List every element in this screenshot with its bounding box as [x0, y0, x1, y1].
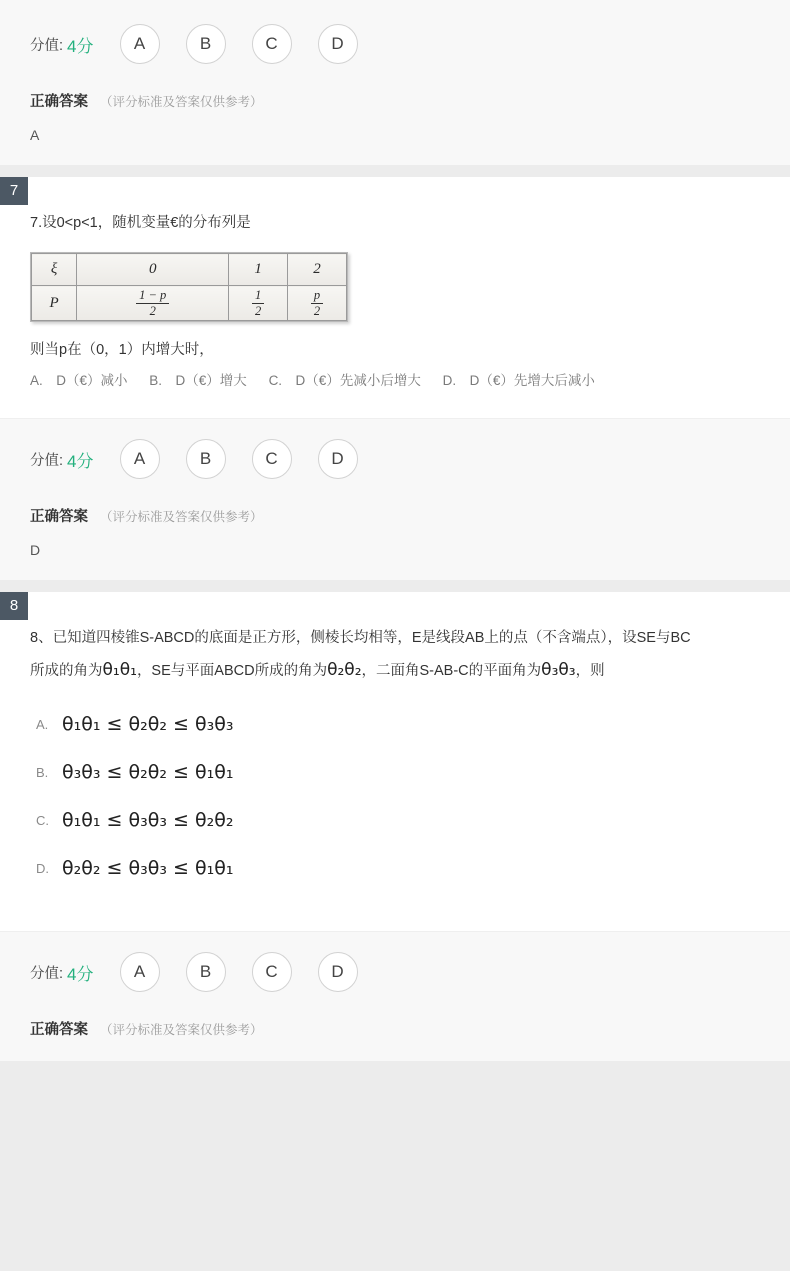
- choice-a[interactable]: A: [120, 952, 160, 992]
- question-stem-line1: 8、已知道四棱锥S-ABCD的底面是正方形，侧棱长均相等，E是线段AB上的点（不含端点），设SE与BC: [30, 630, 691, 646]
- question-number-badge: 8: [0, 592, 28, 620]
- choice-a[interactable]: A: [120, 439, 160, 479]
- option-a[interactable]: A. D（€）减小: [30, 373, 128, 388]
- frac-denominator: 2: [252, 303, 264, 318]
- choice-d[interactable]: D: [318, 24, 358, 64]
- frac-numerator: 1 − p: [139, 288, 167, 303]
- stem-text-c: ，二面角S-AB-C的平面角为: [361, 663, 542, 679]
- answer-bar: [0, 418, 790, 580]
- score-value: 4分: [67, 451, 94, 471]
- option-c[interactable]: C. D（€）先减小后增大: [268, 373, 421, 388]
- score-value: 4分: [67, 36, 94, 56]
- correct-answer-row: [30, 90, 762, 111]
- question-card-8: [0, 592, 790, 1061]
- table-cell-1: 1: [229, 254, 288, 286]
- table-cell-prob-0: [77, 286, 229, 321]
- option-a-label: A.: [36, 716, 49, 732]
- option-b[interactable]: B. D（€）增大: [149, 373, 247, 388]
- score-label: 分值:: [30, 965, 64, 982]
- question-stem: 7.设0<p<1，随机变量€的分布列是: [30, 215, 251, 231]
- score-row: [30, 439, 762, 479]
- option-d[interactable]: D. D（€）先增大后减小: [442, 373, 595, 388]
- table-cell-p: P: [32, 286, 77, 321]
- table-cell-0: 0: [77, 254, 229, 286]
- stem-text-d: ，则: [575, 663, 605, 679]
- question-body: [0, 177, 790, 418]
- correct-answer-row: [30, 505, 762, 526]
- table-cell-prob-2: [288, 286, 347, 321]
- option-c[interactable]: [36, 809, 762, 831]
- correct-answer-title: 正确答案: [30, 1022, 88, 1038]
- table-cell-prob-1: [229, 286, 288, 321]
- choice-a[interactable]: A: [120, 24, 160, 64]
- correct-answer-title: 正确答案: [30, 94, 88, 110]
- choice-c[interactable]: C: [252, 439, 292, 479]
- question-stem-continued: 则当p在（0，1）内增大时，: [30, 342, 214, 358]
- option-d-math: θ₂θ₂ ≤ θ₃θ₃ ≤ θ₁θ₁: [62, 857, 234, 879]
- distribution-table-image: [30, 252, 348, 322]
- question-card-7: [0, 177, 790, 580]
- table-cell-2: 2: [288, 254, 347, 286]
- score-label: 分值:: [30, 452, 64, 469]
- table-cell-xi: ξ: [32, 254, 77, 286]
- choice-b[interactable]: B: [186, 952, 226, 992]
- question-number-badge: 7: [0, 177, 28, 205]
- stem-text-b: ，SE与平面ABCD所成的角为: [136, 663, 328, 679]
- option-c-math: θ₁θ₁ ≤ θ₃θ₃ ≤ θ₂θ₂: [62, 809, 234, 831]
- score-row: [30, 24, 762, 64]
- option-c-label: C.: [36, 812, 49, 828]
- frac-denominator: 2: [136, 303, 169, 318]
- correct-answer-row: [30, 1018, 762, 1039]
- correct-answer-note: （评分标准及答案仅供参考）: [100, 95, 263, 109]
- choice-c[interactable]: C: [252, 24, 292, 64]
- options-inline: [30, 367, 762, 394]
- frac-numerator: 1: [254, 288, 262, 303]
- score-value: 4分: [67, 964, 94, 984]
- frac-denominator: 2: [311, 303, 323, 318]
- option-b-math: θ₃θ₃ ≤ θ₂θ₂ ≤ θ₁θ₁: [62, 761, 234, 783]
- question-body: [0, 592, 790, 931]
- question-card-partial: [0, 0, 790, 165]
- option-b-label: B.: [36, 764, 49, 780]
- correct-answer-note: （评分标准及答案仅供参考）: [100, 510, 263, 524]
- choice-b[interactable]: B: [186, 24, 226, 64]
- option-b[interactable]: [36, 761, 762, 783]
- frac-numerator: p: [313, 288, 321, 303]
- stem-math-theta3: θ₃θ₃: [541, 660, 576, 680]
- question-stem-line2: [30, 653, 762, 687]
- answer-bar: [0, 0, 790, 165]
- distribution-table: [31, 253, 347, 321]
- stem-text-a: 所成的角为: [30, 663, 103, 679]
- correct-answer-value: A: [30, 127, 40, 143]
- option-a[interactable]: [36, 713, 762, 735]
- stem-math-theta1: θ₁θ₁: [102, 660, 137, 680]
- option-d-label: D.: [36, 860, 49, 876]
- stem-math-theta2: θ₂θ₂: [327, 660, 362, 680]
- correct-answer-value: D: [30, 542, 41, 558]
- correct-answer-note: （评分标准及答案仅供参考）: [100, 1023, 263, 1037]
- choice-c[interactable]: C: [252, 952, 292, 992]
- correct-answer-title: 正确答案: [30, 509, 88, 525]
- score-row: [30, 952, 762, 992]
- option-d[interactable]: [36, 857, 762, 879]
- choice-d[interactable]: D: [318, 952, 358, 992]
- option-a-math: θ₁θ₁ ≤ θ₂θ₂ ≤ θ₃θ₃: [62, 713, 234, 735]
- choice-b[interactable]: B: [186, 439, 226, 479]
- choice-d[interactable]: D: [318, 439, 358, 479]
- score-label: 分值:: [30, 37, 64, 54]
- answer-bar: [0, 931, 790, 1061]
